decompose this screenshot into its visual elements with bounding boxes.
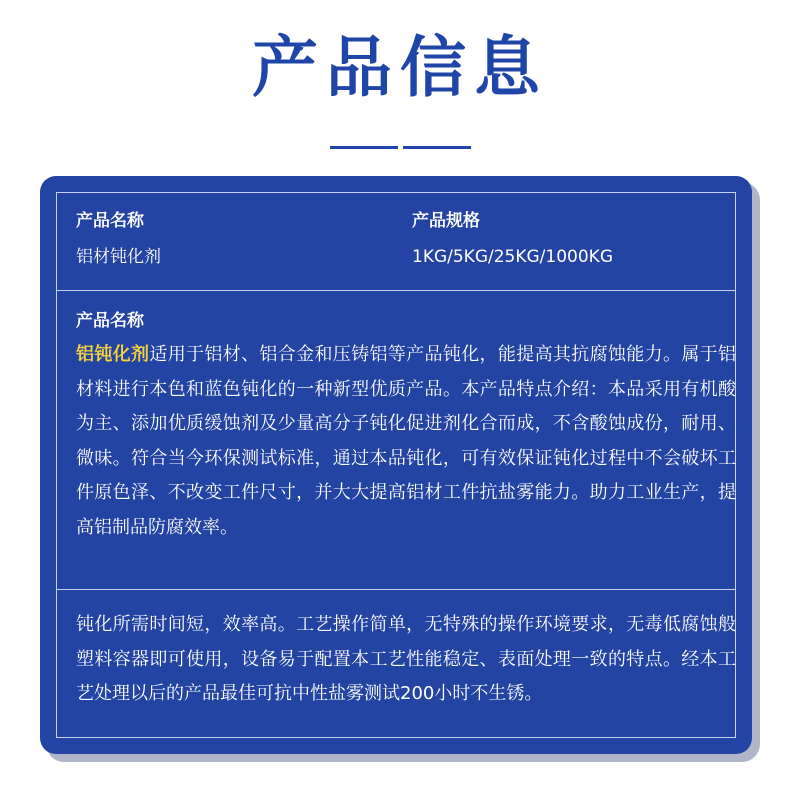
product-name-label: 产品名称 xyxy=(76,211,144,231)
description-label: 产品名称 xyxy=(76,311,144,331)
product-spec-value: 1KG/5KG/25KG/1000KG xyxy=(412,247,613,267)
product-spec-label: 产品规格 xyxy=(412,211,480,231)
highlight-product-name: 铝钝化剂 xyxy=(76,344,150,365)
title-underline-right xyxy=(403,146,471,149)
page-title: 产品信息 xyxy=(252,29,548,106)
features-paragraph: 钝化所需时间短，效率高。工艺操作简单，无特殊的操作环境要求，无毒低腐蚀般塑料容器即可使用，设备易于配置本工艺性能稳定、表面处理一致的特点。经本工艺处理以后的产品最佳可抗中性盐雾测试200小时不生锈。 xyxy=(76,614,736,704)
section-divider-1 xyxy=(56,290,736,291)
description-text: 适用于铝材、铝合金和压铸铝等产品钝化，能提高其抗腐蚀能力。属于铝材料进行本色和蓝色钝化的一种新型优质产品。本产品特点介绍：本品采用有机酸为主、添加优质缓蚀剂及少量高分子钝化促进剂化合而成，不含酸蚀成份，耐用、微味。符合当今环保测试标准，通过本品钝化，可有效保证钝化过程中不会破坏工件原色泽、不改变工件尺寸，并大大提高铝材工件抗盐雾能力。助力工业生产，提高铝制品防腐效率。 xyxy=(76,344,737,538)
title-underline-left xyxy=(330,146,398,149)
product-name-value: 铝材钝化剂 xyxy=(76,247,161,267)
description-paragraph xyxy=(76,338,736,545)
section-divider-2 xyxy=(56,589,736,590)
